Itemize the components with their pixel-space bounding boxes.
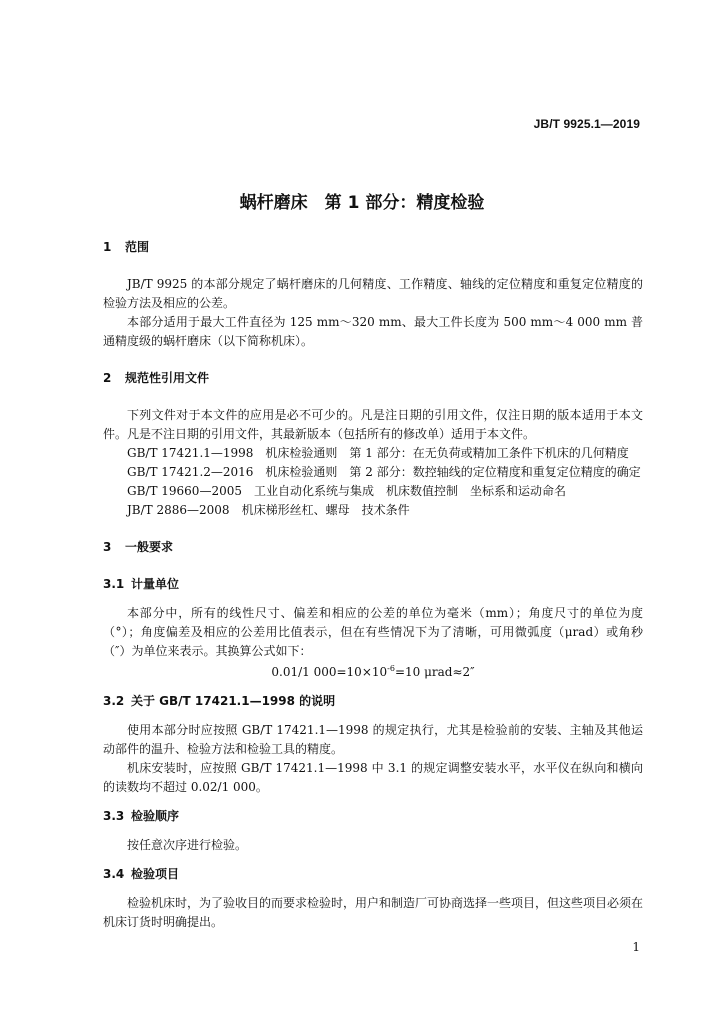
section-1-heading [103,238,643,257]
subsection-3-2-heading [103,692,643,711]
paragraph: 机床安装时，应按照 GB/T 17421.1—1998 中 3.1 的规定调整安装水平，水平仪在纵向和横向的读数均不超过 0.02/1 000。 [103,761,643,794]
paragraph: 本部分中，所有的线性尺寸、偏差和相应的公差的单位为毫米（mm）；角度尺寸的单位为度（°）；角度偏差及相应的公差用比值表示，但在有些情况下为了清晰，可用微弧度（μrad）或角秒（″）为单位来表示。其换算公式如下： [103,606,643,658]
reference-item: JB/T 2886—2008 机床梯形丝杠、螺母 技术条件 [127,503,410,517]
standard-code: JB/T 9925.1—2019 [533,117,640,131]
reference-item: GB/T 17421.1—1998 机床检验通则 第 1 部分：在无负荷或精加工条件下机床的几何精度 [127,446,629,460]
subsection-title: 关于 GB/T 17421.1—1998 的说明 [131,694,336,708]
subsection-3-1-heading [103,575,643,594]
section-3-heading [103,538,643,557]
reference-item: GB/T 17421.2—2016 机床检验通则 第 2 部分：数控轴线的定位精度和重复定位精度的确定 [127,465,641,479]
paragraph: 使用本部分时应按照 GB/T 17421.1—1998 的规定执行，尤其是检验前的安装、主轴及其他运动部件的温升、检验方法和检验工具的精度。 [103,723,643,756]
section-number: 1 [103,240,112,254]
section-number: 2 [103,371,112,385]
subsection-number: 3.1 [103,577,125,591]
subsection-number: 3.3 [103,809,125,823]
section-title: 一般要求 [125,540,174,554]
subsection-number: 3.4 [103,867,125,881]
page-number: 1 [632,940,640,954]
section-number: 3 [103,540,112,554]
subsection-number: 3.2 [103,694,125,708]
paragraph: 检验机床时，为了验收目的而要求检验时，用户和制造厂可协商选择一些项目，但这些项目必须在机床订货时明确提出。 [103,896,644,929]
subsection-title: 计量单位 [131,577,180,591]
section-title: 范围 [125,240,150,254]
subsection-3-3-heading [103,807,643,826]
conversion-formula: 0.01/1 $000=10\times 10^{-6}=10$ μrad≈2″ [271,664,475,679]
section-title: 规范性引用文件 [125,371,210,385]
paragraph: 下列文件对于本文件的应用是必不可少的。凡是注日期的引用文件，仅注日期的版本适用于本文件。凡是不注日期的引用文件，其最新版本（包括所有的修改单）适用于本文件。 [103,408,643,441]
paragraph: 按任意次序进行检验。 [127,838,248,852]
paragraph: JB/T 9925 的本部分规定了蜗杆磨床的几何精度、工作精度、轴线的定位精度和重复定位精度的检验方法及相应的公差。 [103,277,643,310]
section-2-heading [103,369,643,388]
paragraph: 本部分适用于最大工件直径为 125 mm～320 mm、最大工件长度为 500 mm～4 000 mm 普通精度级的蜗杆磨床（以下简称机床）。 [103,315,643,348]
subsection-title: 检验项目 [131,867,180,881]
subsection-3-4-heading [103,865,643,884]
reference-item: GB/T 19660—2005 工业自动化系统与集成 机床数值控制 坐标系和运动命名 [127,484,566,498]
document-title: 蜗杆磨床 第 1 部分：精度检验 [239,193,485,213]
document-body [103,238,643,932]
subsection-title: 检验顺序 [131,809,180,823]
